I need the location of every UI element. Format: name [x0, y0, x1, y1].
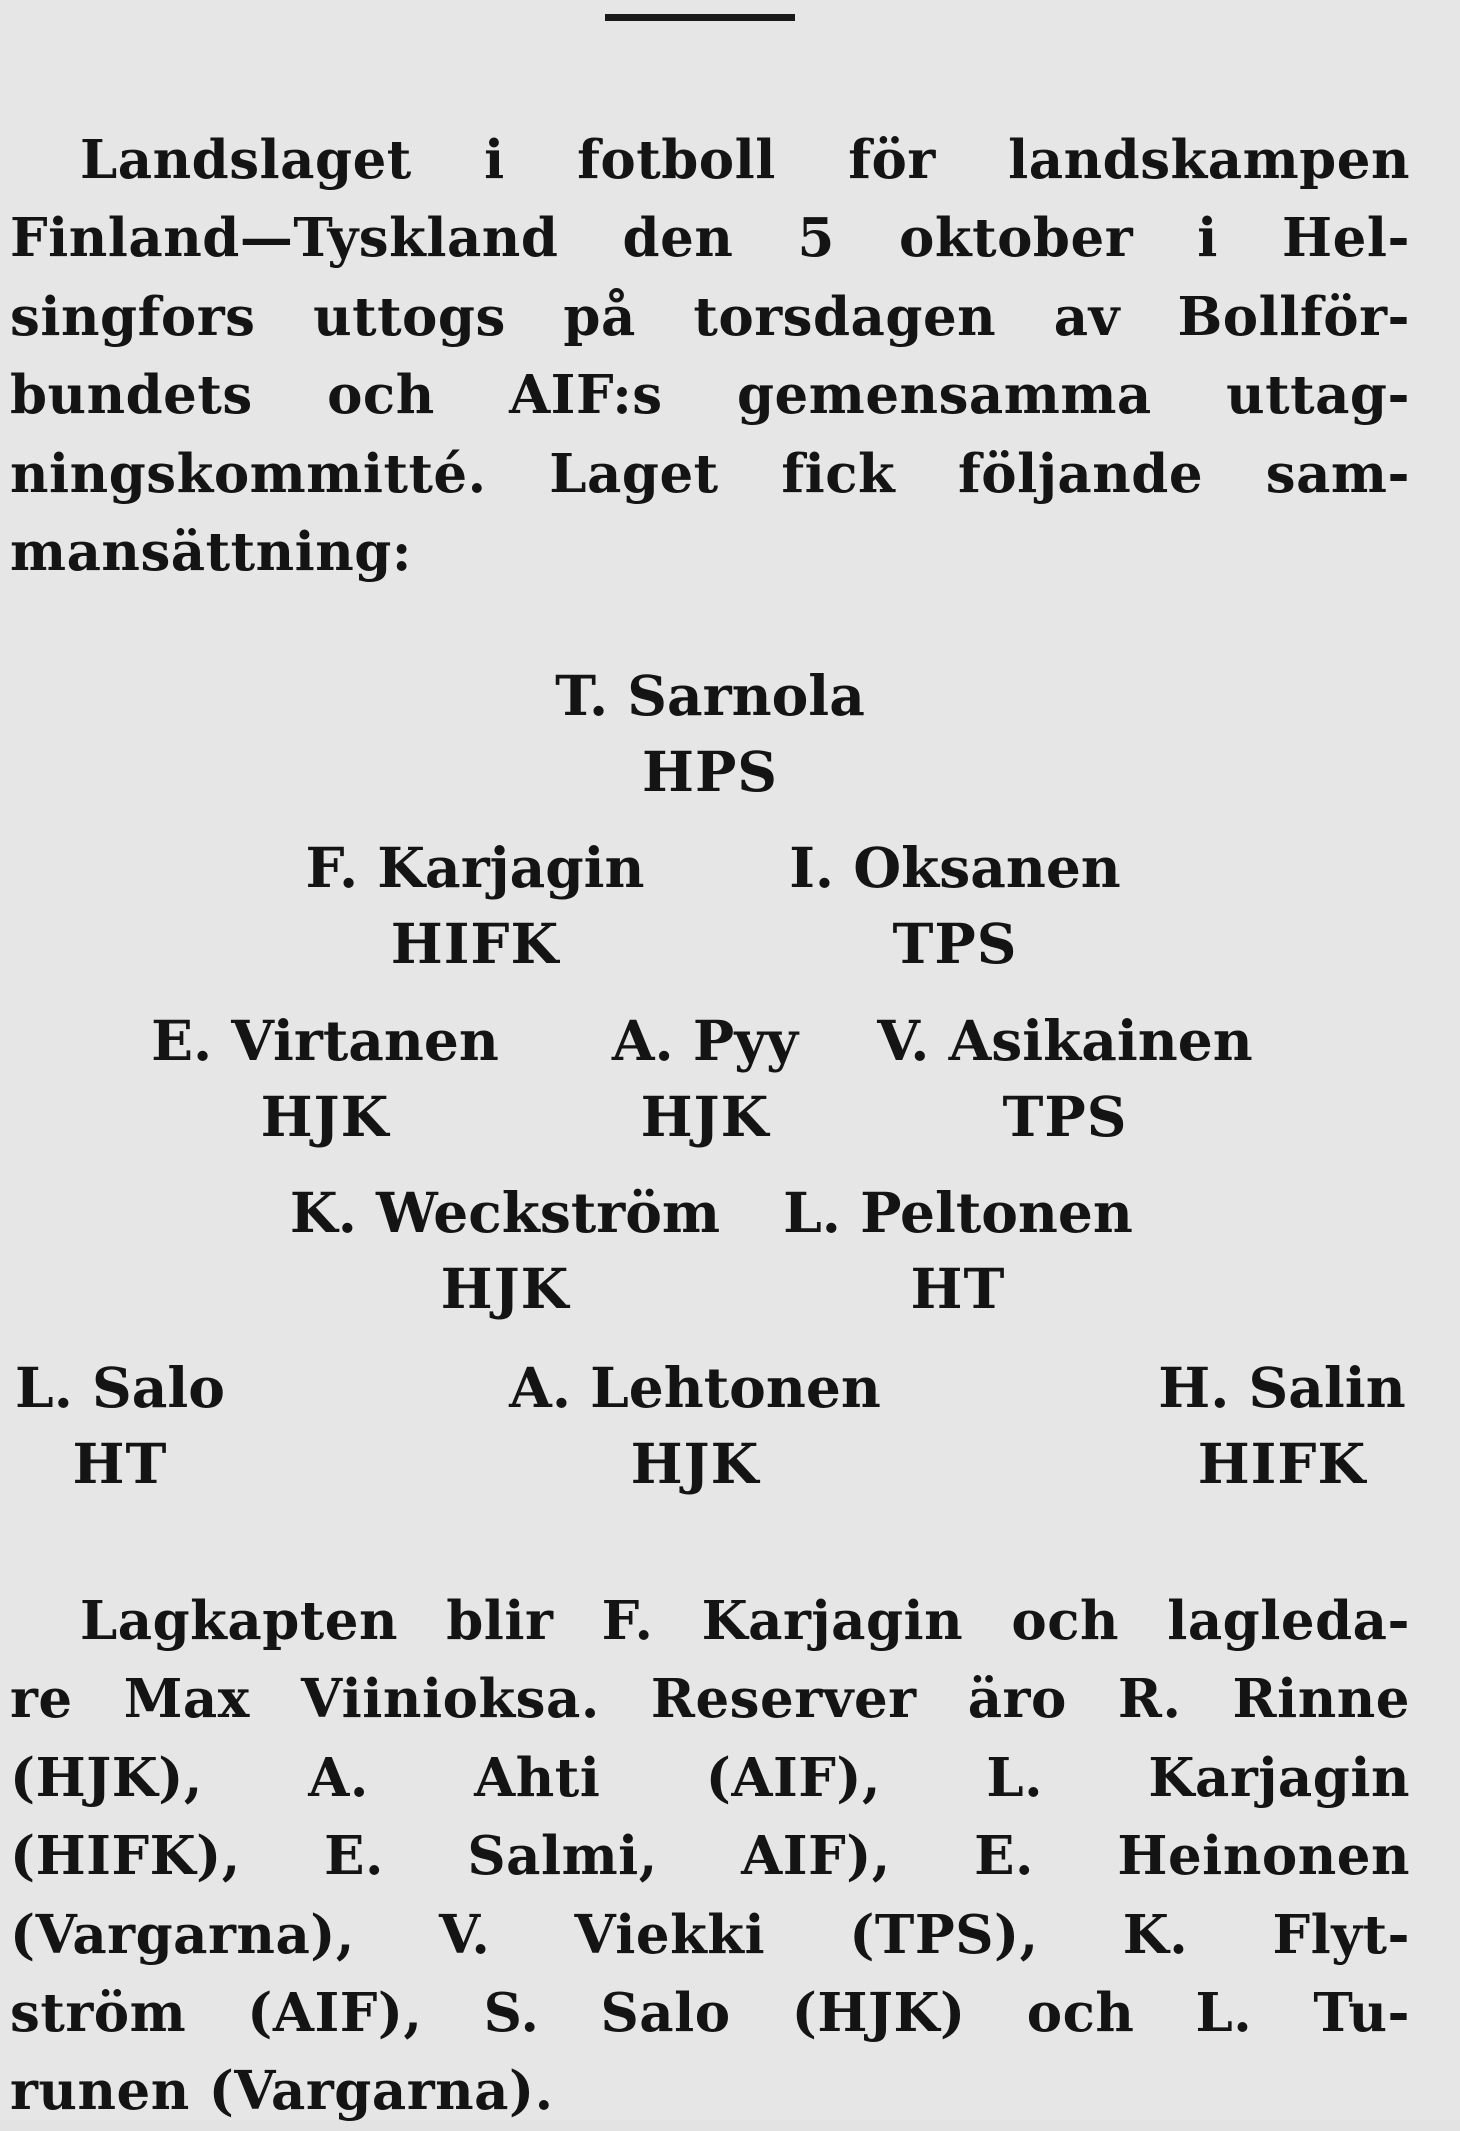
player-club: TPS	[892, 911, 1018, 976]
paragraph-line: bundets och AIF:s gemensamma uttag-	[10, 364, 1410, 427]
lineup-player	[789, 830, 1121, 982]
paragraph-line: (HIFK), E. Salmi, AIF), E. Heinonen	[10, 1825, 1410, 1888]
lineup-player	[877, 1003, 1253, 1155]
lineup-player	[783, 1175, 1133, 1327]
paragraph-line: runen (Vargarna).	[10, 2060, 554, 2123]
player-club: HIFK	[1197, 1431, 1367, 1496]
player-club: HPS	[641, 739, 779, 804]
paragraph-line: Landslaget i fotboll för landskampen	[80, 129, 1410, 191]
player-name: A. Pyy	[611, 1008, 799, 1073]
player-name: F. Karjagin	[305, 835, 645, 900]
paragraph-line: ningskommitté. Laget fick följande sam-	[10, 442, 1410, 505]
player-name: L. Salo	[15, 1355, 225, 1420]
paragraph-line: Lagkapten blir F. Karjagin och lagleda-	[80, 1590, 1410, 1652]
player-name: A. Lehtonen	[509, 1355, 881, 1420]
player-club: HJK	[630, 1431, 760, 1496]
lineup-player	[305, 830, 644, 982]
player-club: HT	[72, 1431, 168, 1496]
lineup-player	[612, 1003, 798, 1155]
paragraph-line: ström (AIF), S. Salo (HJK) och L. Tu-	[10, 1982, 1410, 2045]
player-name: K. Weckström	[289, 1180, 721, 1245]
lineup-player	[555, 658, 865, 810]
player-club: HJK	[260, 1084, 390, 1149]
paragraph-line: Finland—Tyskland den 5 oktober i Hel-	[10, 207, 1410, 270]
player-name: I. Oksanen	[789, 835, 1121, 900]
intro-paragraph	[10, 121, 1410, 591]
lineup-player	[290, 1175, 720, 1327]
player-club: HT	[910, 1256, 1006, 1321]
lineup-player	[1158, 1350, 1405, 1502]
player-club: HJK	[640, 1084, 770, 1149]
paragraph-line: (Vargarna), V. Viekki (TPS), K. Flyt-	[10, 1903, 1410, 1966]
closing-paragraph	[10, 1582, 1410, 2131]
player-name: L. Peltonen	[783, 1180, 1133, 1245]
lineup-player	[151, 1003, 499, 1155]
lineup-player	[15, 1350, 225, 1502]
paragraph-line: singfors uttogs på torsdagen av Bollför-	[10, 285, 1410, 348]
player-club: TPS	[1002, 1084, 1128, 1149]
player-name: V. Asikainen	[877, 1008, 1253, 1073]
separator-rule	[605, 14, 795, 21]
paragraph-line: (HJK), A. Ahti (AIF), L. Karjagin	[10, 1746, 1410, 1809]
player-name: H. Salin	[1158, 1355, 1406, 1420]
player-club: HIFK	[390, 911, 560, 976]
player-club: HJK	[440, 1256, 570, 1321]
lineup-player	[509, 1350, 881, 1502]
paragraph-line: mansättning:	[10, 521, 412, 584]
player-name: T. Sarnola	[555, 663, 865, 728]
paragraph-line: re Max Viinioksa. Reserver äro R. Rinne	[10, 1668, 1410, 1731]
player-name: E. Virtanen	[151, 1008, 499, 1073]
